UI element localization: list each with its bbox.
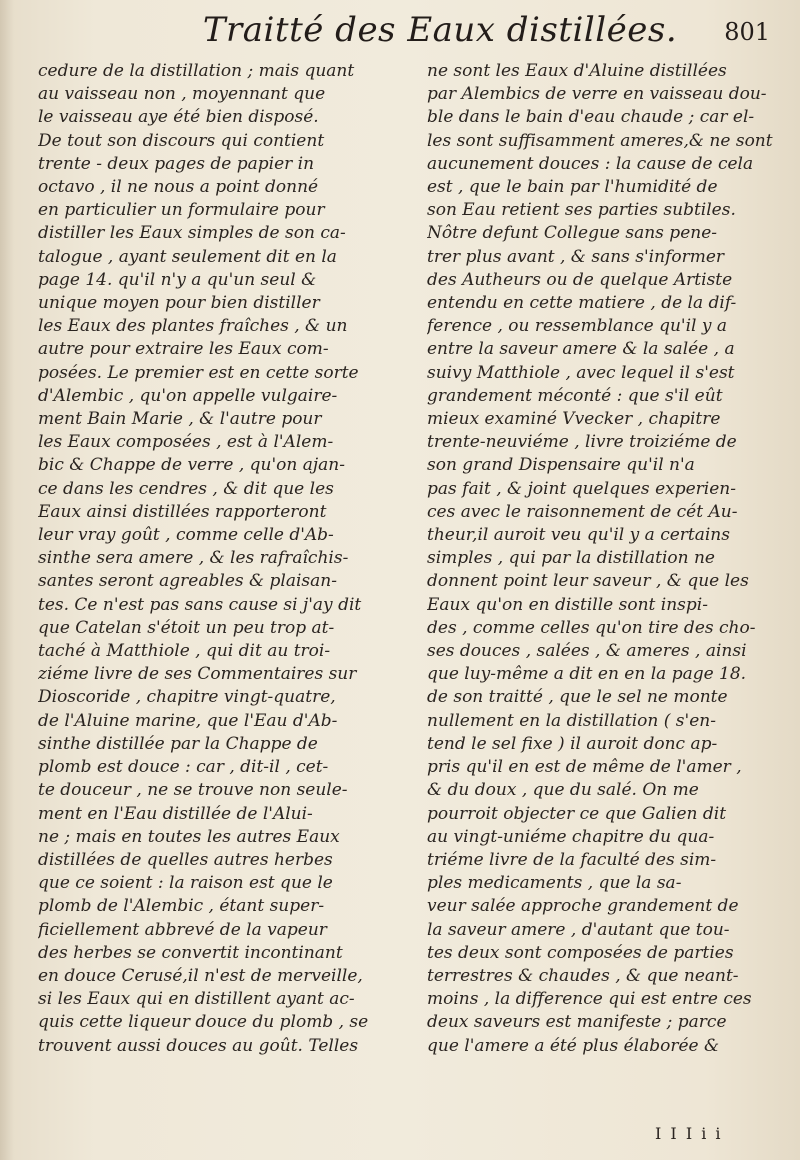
text-line: quis cette liqueur douce du plomb , se	[38, 1012, 369, 1033]
text-column-left	[38, 60, 390, 1058]
text-line: ficiellement abbrevé de la vapeur	[38, 919, 327, 940]
text-line: ment Bain Marie , & l'autre pour	[38, 409, 322, 430]
text-line: ment en l'Eau distillée de l'Alui-	[38, 803, 313, 824]
text-line: tend le sel fixe ) il auroit donc ap-	[427, 733, 718, 754]
text-line: des , comme celles qu'on tire des cho-	[427, 617, 756, 638]
text-line: triéme livre de la faculté des sim-	[427, 849, 717, 870]
text-line: sinthe sera amere , & les rafraîchis-	[38, 548, 349, 569]
text-line: veur salée approche grandement de	[427, 896, 739, 917]
text-line: en particulier un formulaire pour	[38, 200, 325, 221]
text-line: & du doux , que du salé. On me	[427, 780, 699, 801]
text-line: que luy-même a dit en en la page 18.	[427, 664, 747, 685]
text-line: deux saveurs est manifeste ; parce	[427, 1012, 727, 1033]
text-line: est , que le bain par l'humidité de	[427, 177, 718, 198]
text-line: mieux examiné Vvecker , chapitre	[427, 409, 721, 430]
text-line: la saveur amere , d'autant que tou-	[427, 919, 730, 940]
text-line: les sont suffisamment ameres,& ne sont	[427, 130, 773, 151]
text-line: De tout son discours qui contient	[38, 130, 325, 151]
text-column-right	[427, 60, 774, 1058]
text-line: page 14. qu'il n'y a qu'un seul &	[38, 269, 317, 290]
text-line: pas fait , & joint quelques experien-	[427, 478, 736, 499]
text-line: ces avec le raisonnement de cét Au-	[427, 501, 738, 522]
text-line: de l'Aluine marine, que l'Eau d'Ab-	[38, 710, 338, 731]
text-line: ples medicaments , que la sa-	[427, 873, 682, 894]
text-line: tes. Ce n'est pas sans cause si j'ay dit	[38, 594, 362, 615]
text-line: d'Alembic , qu'on appelle vulgaire-	[38, 385, 338, 406]
text-line: distillées de quelles autres herbes	[38, 849, 333, 870]
text-line: Eaux ainsi distillées rapporteront	[38, 501, 327, 522]
text-line: distiller les Eaux simples de son ca-	[38, 223, 346, 244]
text-line: son grand Dispensaire qu'il n'a	[427, 455, 695, 476]
text-line: ference , ou ressemblance qu'il y a	[427, 316, 727, 337]
text-line: sinthe distillée par la Chappe de	[38, 733, 318, 754]
text-line: que ce soient : la raison est que le	[38, 873, 333, 894]
text-line: te douceur , ne se trouve non seule-	[38, 780, 348, 801]
text-line: entre la saveur amere & la salée , a	[427, 339, 735, 360]
text-line: des herbes se convertit incontinant	[38, 942, 343, 963]
text-line: ses douces , salées , & ameres , ainsi	[427, 641, 747, 662]
text-line: trouvent aussi douces au goût. Telles	[38, 1035, 359, 1056]
text-line: talogue , ayant seulement dit en la	[38, 246, 337, 267]
page-number: 801	[724, 18, 770, 46]
text-line: au vaisseau non , moyennant que	[38, 84, 326, 105]
text-line: que Catelan s'étoit un peu trop at-	[38, 617, 335, 638]
text-line: son Eau retient ses parties subtiles.	[427, 200, 736, 221]
text-line: ce dans les cendres , & dit que les	[38, 478, 334, 499]
text-line: pris qu'il en est de même de l'amer ,	[427, 757, 742, 778]
text-line: theur,il auroit veu qu'il y a certains	[427, 525, 730, 546]
text-line: ne ; mais en toutes les autres Eaux	[38, 826, 340, 847]
running-title: Traitté des Eaux distillées.	[202, 10, 678, 50]
text-line: au vingt-uniéme chapitre du qua-	[427, 826, 715, 847]
text-line: octavo , il ne nous a point donné	[38, 177, 319, 198]
page-fold-shadow	[0, 0, 14, 1160]
page-header	[0, 10, 800, 54]
text-line: cedure de la distillation ; mais quant	[38, 61, 355, 81]
text-line: leur vray goût , comme celle d'Ab-	[38, 525, 334, 546]
text-line: trente - deux pages de papier in	[38, 153, 315, 174]
text-line: aucunement douces : la cause de cela	[427, 153, 754, 174]
text-line: nullement en la distillation ( s'en-	[427, 710, 716, 731]
text-line: trer plus avant , & sans s'informer	[427, 246, 725, 267]
text-line: posées. Le premier est en cette sorte	[38, 362, 359, 383]
text-line: unique moyen pour bien distiller	[38, 293, 320, 314]
text-line: autre pour extraire les Eaux com-	[38, 339, 329, 360]
text-line: taché à Matthiole , qui dit au troi-	[38, 641, 331, 662]
text-line: Eaux qu'on en distille sont inspi-	[427, 594, 708, 615]
text-line: trente-neuviéme , livre troiziéme de	[427, 432, 737, 453]
text-line: grandement méconté : que s'il eût	[427, 385, 723, 406]
text-line: que l'amere a été plus élaborée &	[427, 1035, 720, 1056]
text-line: suivy Matthiole , avec lequel il s'est	[427, 362, 735, 383]
text-line: ziéme livre de ses Commentaires sur	[38, 664, 357, 685]
text-line: moins , la difference qui est entre ces	[427, 989, 752, 1010]
text-line: ne sont les Eaux d'Aluine distillées	[427, 61, 727, 81]
text-line: ble dans le bain d'eau chaude ; car el-	[427, 107, 755, 128]
text-line: pourroit objecter ce que Galien dit	[427, 803, 727, 824]
text-line: bic & Chappe de verre , qu'on ajan-	[38, 455, 345, 476]
text-line: tes deux sont composées de parties	[427, 942, 734, 963]
text-line: les Eaux composées , est à l'Alem-	[38, 432, 334, 453]
text-line: le vaisseau aye été bien disposé.	[38, 107, 319, 128]
signature-mark: I I I i i	[655, 1124, 723, 1143]
text-line: simples , qui par la distillation ne	[427, 548, 715, 569]
text-line: Dioscoride , chapitre vingt-quatre,	[38, 687, 336, 708]
text-line: santes seront agreables & plaisan-	[38, 571, 337, 592]
text-line: plomb est douce : car , dit-il , cet-	[38, 757, 329, 778]
text-line: donnent point leur saveur , & que les	[427, 571, 749, 592]
text-line: terrestres & chaudes , & que neant-	[427, 965, 739, 986]
text-line: plomb de l'Alembic , étant super-	[38, 896, 325, 917]
text-line: par Alembics de verre en vaisseau dou-	[427, 84, 767, 105]
text-line: Nôtre defunt Collegue sans pene-	[427, 223, 718, 244]
text-line: des Autheurs ou de quelque Artiste	[427, 269, 733, 290]
text-line: de son traitté , que le sel ne monte	[427, 687, 728, 708]
text-line: si les Eaux qui en distillent ayant ac-	[38, 989, 355, 1010]
text-line: les Eaux des plantes fraîches , & un	[38, 316, 348, 337]
text-line: en douce Cerusé,il n'est de merveille,	[38, 965, 363, 986]
text-line: entendu en cette matiere , de la dif-	[427, 293, 737, 314]
